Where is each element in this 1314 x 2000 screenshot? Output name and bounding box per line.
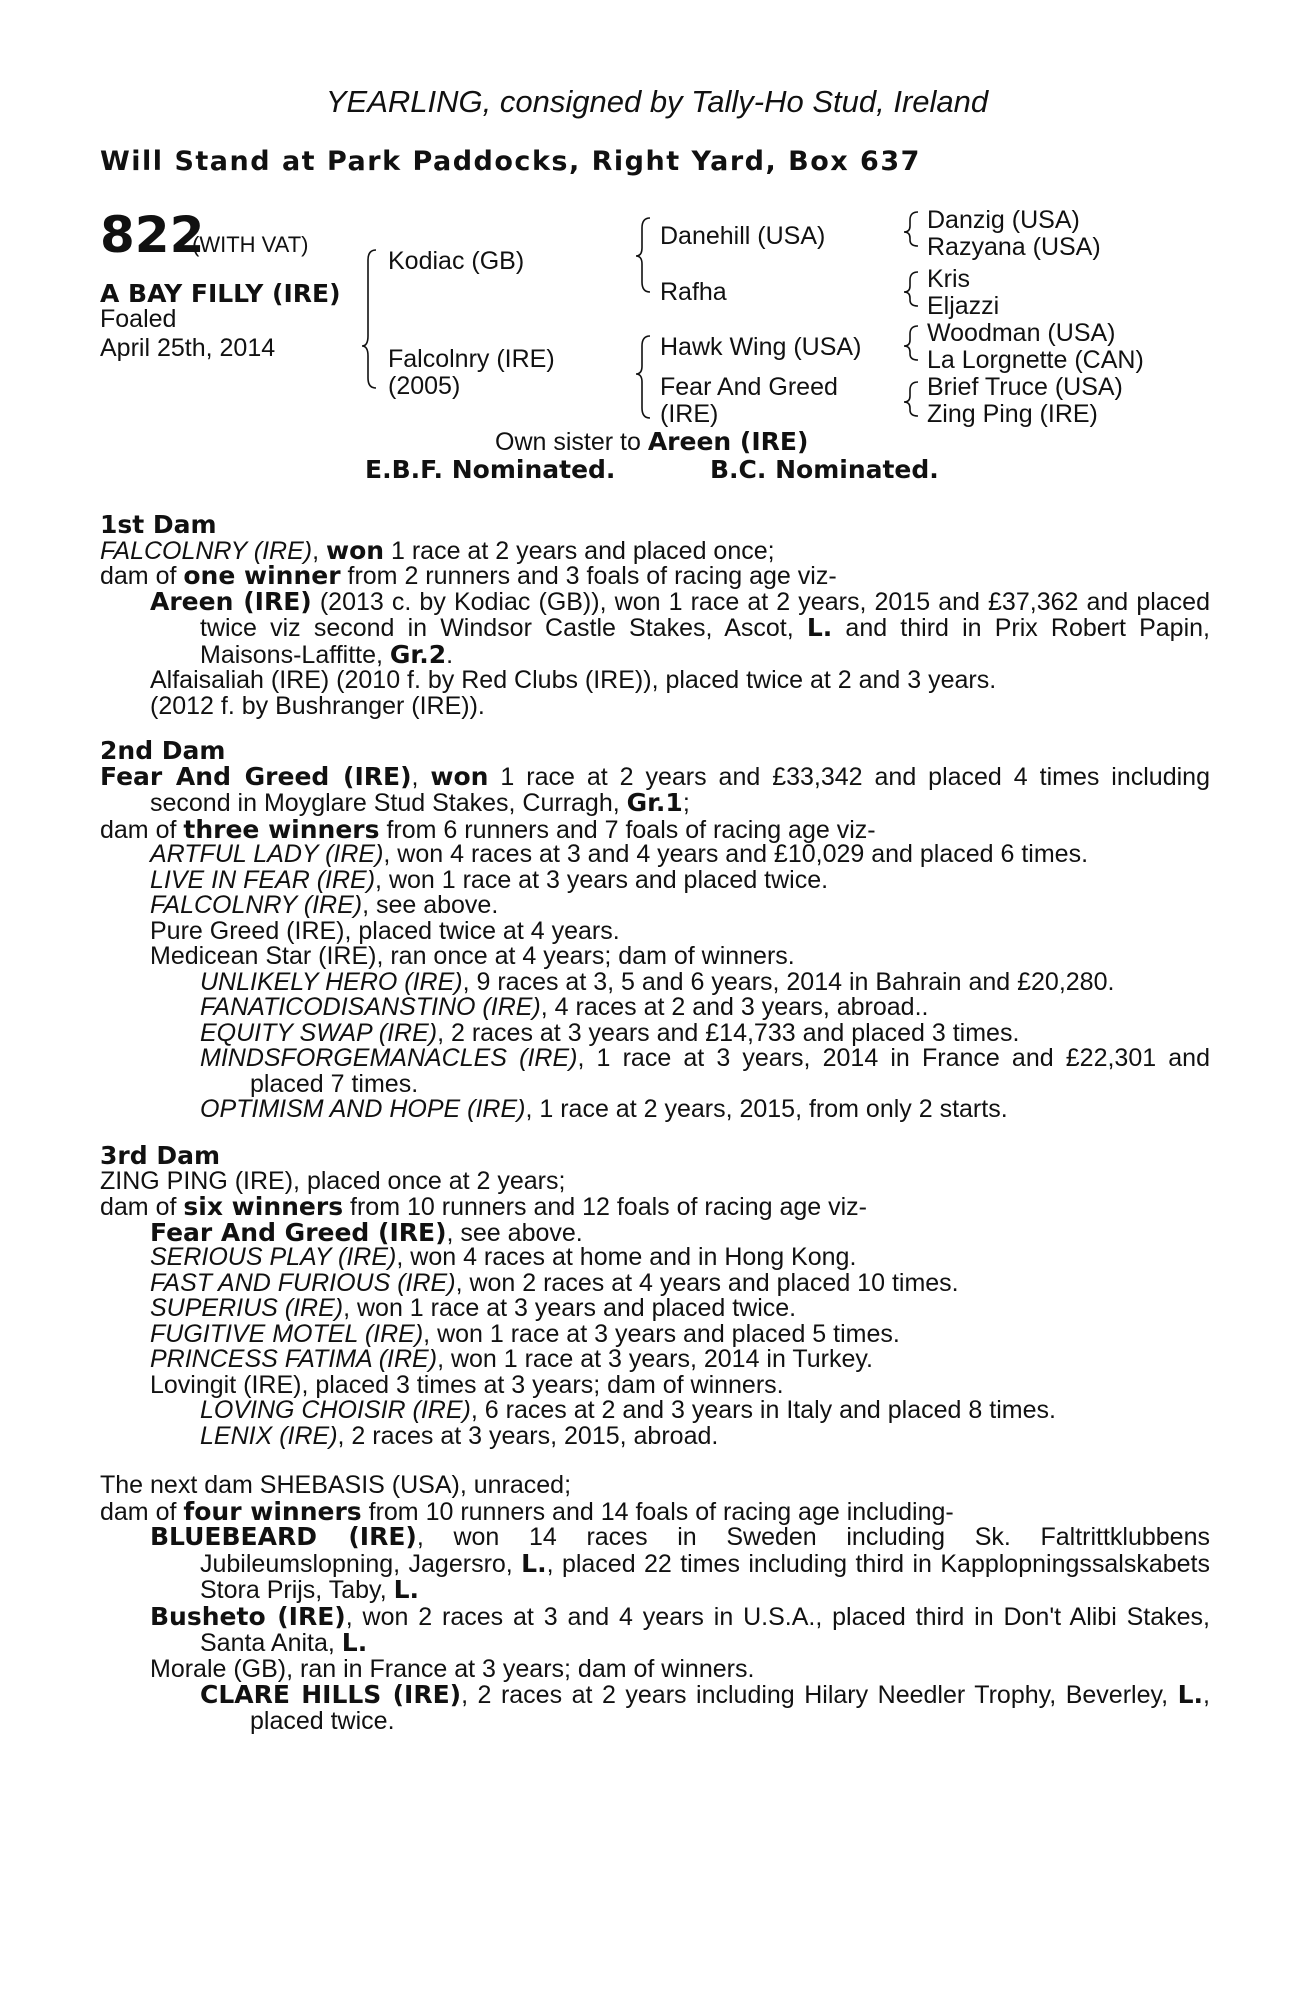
pedigree-g1: Danzig (USA) xyxy=(927,206,1080,234)
pedigree-dam-dam: Fear And Greed xyxy=(660,373,838,401)
pedigree-dam-year: (2005) xyxy=(388,372,461,400)
pedigree-g6: La Lorgnette (CAN) xyxy=(927,346,1144,374)
lot-number: 822 xyxy=(100,206,205,264)
first-dam-section: 1st Dam FALCOLNRY (IRE), won 1 race at 2 years and placed once; dam of one winner from 2 runners and 3 foals of racing age viz- Areen (IRE) (2013 c. by Kodiac (GB)), won 1 race at 2 years, 2015 and £37,362 and placed twice viz second in Windsor Castle Stakes, Ascot, L. and third in Prix Robert Papin, Maisons-Laffitte, Gr.2. Alfaisaliah (IRE) (2010 f. by Red Clubs (IRE)), placed twice at 2 and 3 years. (2012 f. by Bushranger (IRE)). xyxy=(100,510,1210,720)
stand-location: Will Stand at Park Paddocks, Right Yard, Box 637 xyxy=(100,146,921,177)
pedigree-sire-sire: Danehill (USA) xyxy=(660,222,826,250)
pedigree-g4: Eljazzi xyxy=(927,292,1000,320)
horse-name: A BAY FILLY (IRE) xyxy=(100,279,341,308)
pedigree-sire-dam: Rafha xyxy=(660,278,727,306)
entry-bluebeard: BLUEBEARD (IRE), won 14 races in Sweden including Sk. Faltrittklubbens Jubileumslopning, Jagersro, L., placed 22 times including third in Kapplopningssalskabets Stora Prijs, Taby, L. xyxy=(150,1522,1210,1604)
pedigree-dam-sire: Hawk Wing (USA) xyxy=(660,333,862,361)
section-heading: 1st Dam xyxy=(100,510,217,539)
entry-busheto: Busheto (IRE), won 2 races at 3 and 4 years in U.S.A., placed third in Don't Alibi Stakes, Santa Anita, L. xyxy=(150,1601,1210,1657)
pedigree-sire: Kodiac (GB) xyxy=(388,247,525,275)
pedigree-g3: Kris xyxy=(927,265,971,293)
foaled-date: April 25th, 2014 xyxy=(100,334,276,362)
entry-areen: Areen (IRE) (2013 c. by Kodiac (GB)), won 1 race at 2 years, 2015 and £37,362 and placed twice viz second in Windsor Castle Stakes, Ascot, L. and third in Prix Robert Papin, Maisons-Laffitte, Gr.2. xyxy=(150,586,1210,669)
ebf-nominated: E.B.F. Nominated. xyxy=(365,455,616,484)
pedigree-dam-dam-country: (IRE) xyxy=(660,400,719,428)
own-sister-note: Own sister to Areen (IRE) xyxy=(495,427,809,456)
section-heading: 2nd Dam xyxy=(100,736,226,765)
pedigree-g7: Brief Truce (USA) xyxy=(927,373,1123,401)
pedigree-dam: Falcolnry (IRE) xyxy=(388,345,555,373)
second-dam-section: 2nd Dam Fear And Greed (IRE), won 1 race at 2 years and £33,342 and placed 4 times including second in Moyglare Stud Stakes, Curragh, Gr.1; dam of three winners from 6 runners and 7 foals of racing age viz- ARTFUL LADY (IRE), won 4 races at 3 and 4 years and £10,029 and placed 6 times. LIVE IN FEAR (IRE), won 1 race at 3 years and placed twice. FALCOLNRY (IRE), see above. Pure Greed (IRE), placed twice at 4 years. Medicean Star (IRE), ran once at 4 years; dam of winners. UNLIKELY HERO (IRE), 9 races at 3, 5 and 6 years, 2014 in Bahrain and £20,280. FANATICODISANSTINO (IRE), 4 races at 2 and 3 years, abroad.. EQUITY SWAP (IRE), 2 races at 3 years and £14,733 and placed 3 times. MINDSFORGEMANACLES (IRE), 1 race at 3 years, 2014 in France and £22,301 and placed 7 times. OPTIMISM AND HOPE (IRE), 1 race at 2 years, 2015, from only 2 starts. xyxy=(100,736,1210,1123)
pedigree-brackets xyxy=(0,0,1314,500)
pedigree-g2: Razyana (USA) xyxy=(927,233,1101,261)
foaled-label: Foaled xyxy=(100,305,177,333)
vat-note: (WITH VAT) xyxy=(192,232,309,257)
pedigree-g5: Woodman (USA) xyxy=(927,319,1116,347)
own-sister-name: Areen (IRE) xyxy=(647,427,809,456)
bc-nominated: B.C. Nominated. xyxy=(710,455,939,484)
entry-clare-hills: CLARE HILLS (IRE), 2 races at 2 years including Hilary Needler Trophy, Beverley, L., placed twice. xyxy=(200,1680,1210,1735)
section-heading: 3rd Dam xyxy=(100,1141,220,1170)
pedigree-g8: Zing Ping (IRE) xyxy=(927,400,1098,428)
page-title: YEARLING, consigned by Tally-Ho Stud, Ireland xyxy=(325,84,989,119)
next-dam-section: The next dam SHEBASIS (USA), unraced; dam of four winners from 10 runners and 14 foals of racing age including- BLUEBEARD (IRE), won 14 races in Sweden including Sk. Faltrittklubbens Jubileumslopning, Jagersro, L., placed 22 times including third in Kapplopningssalskabets Stora Prijs, Taby, L. Busheto (IRE), won 2 races at 3 and 4 years in U.S.A., placed third in Don't Alibi Stakes, Santa Anita, L. Morale (GB), ran in France at 3 years; dam of winners. CLARE HILLS (IRE), 2 races at 2 years including Hilary Needler Trophy, Beverley, L., placed twice. xyxy=(100,1471,1210,1735)
third-dam-section: 3rd Dam ZING PING (IRE), placed once at 2 years; dam of six winners from 10 runners and 12 foals of racing age viz- Fear And Greed (IRE), see above. SERIOUS PLAY (IRE), won 4 races at home and in Hong Kong. FAST AND FURIOUS (IRE), won 2 races at 4 years and placed 10 times. SUPERIUS (IRE), won 1 race at 3 years and placed twice. FUGITIVE MOTEL (IRE), won 1 race at 3 years and placed 5 times. PRINCESS FATIMA (IRE), won 1 race at 3 years, 2014 in Turkey. Lovingit (IRE), placed 3 times at 3 years; dam of winners. LOVING CHOISIR (IRE), 6 races at 2 and 3 years in Italy and placed 8 times. LENIX (IRE), 2 races at 3 years, 2015, abroad. xyxy=(100,1143,1210,1449)
